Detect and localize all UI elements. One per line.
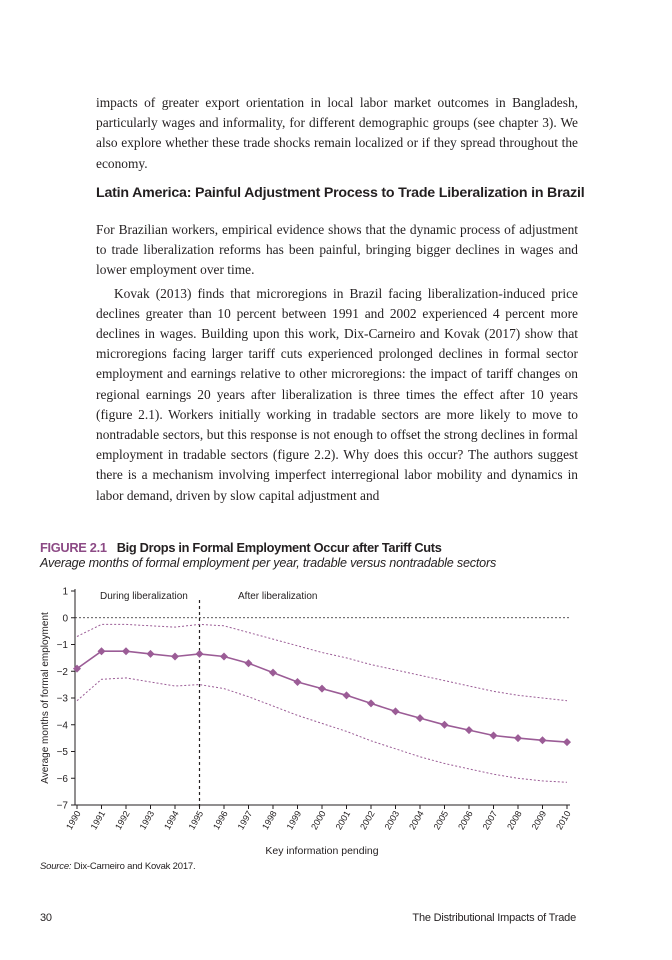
x-tick-label: 1997: [235, 809, 255, 832]
y-tick-label: −3: [56, 693, 68, 705]
data-point-marker: [122, 647, 130, 655]
data-point-marker: [367, 699, 375, 707]
y-tick-label: 1: [62, 586, 68, 598]
y-tick-label: −2: [56, 666, 68, 678]
y-tick-label: 0: [62, 613, 68, 625]
data-point-marker: [269, 669, 277, 677]
data-point-marker: [539, 736, 547, 744]
x-tick-label: 2008: [505, 809, 524, 832]
page-number: 30: [40, 912, 52, 924]
x-tick-label: 2007: [480, 809, 500, 832]
y-tick-label: −4: [56, 720, 68, 732]
figure-source: [40, 861, 195, 872]
data-point-marker: [490, 731, 498, 739]
source-text: Dix-Carneiro and Kovak 2017.: [71, 861, 196, 872]
y-tick-label: −7: [56, 800, 68, 812]
running-footer-title: The Distributional Impacts of Trade: [412, 912, 576, 924]
data-point-marker: [514, 734, 522, 742]
series-line-lower-bound: [77, 678, 567, 782]
data-point-marker: [220, 653, 228, 661]
x-tick-label: 2006: [456, 809, 475, 832]
intro-paragraph: impacts of greater export orientation in local labor market outcomes in Bangladesh, particularly wages and informality, for different demographic groups (see chapter 3). We also explore whether these trade shocks remain localized or if they spread throughout the economy.: [96, 95, 578, 171]
data-point-marker: [416, 714, 424, 722]
x-tick-label: 1991: [88, 809, 108, 832]
x-tick-label: 2010: [554, 809, 573, 832]
data-point-marker: [294, 678, 302, 686]
x-tick-label: 1994: [162, 809, 181, 832]
x-tick-label: 2000: [309, 809, 328, 832]
x-tick-label: 2004: [407, 809, 426, 832]
section-heading: Latin America: Painful Adjustment Process to Trade Liberalization in Brazil: [96, 185, 585, 201]
data-point-marker: [441, 721, 449, 729]
data-point-marker: [147, 650, 155, 658]
x-tick-label: 1993: [137, 809, 157, 832]
x-tick-label: 2003: [382, 809, 402, 832]
x-axis-title: Key information pending: [265, 845, 379, 857]
x-tick-label: 1995: [186, 809, 206, 832]
figure-title: [40, 540, 640, 555]
y-tick-label: −6: [56, 773, 68, 785]
employment-line-chart: [0, 580, 672, 860]
section-body: [96, 220, 578, 506]
x-tick-label: 2005: [431, 809, 451, 832]
series-line-estimate: [77, 651, 567, 742]
x-tick-label: 1998: [260, 809, 279, 832]
x-tick-label: 1992: [113, 809, 132, 832]
data-point-marker: [245, 659, 253, 667]
x-tick-label: 1999: [284, 809, 304, 832]
data-point-marker: [318, 685, 326, 693]
data-point-marker: [465, 726, 473, 734]
x-tick-label: 1990: [64, 809, 83, 832]
data-point-marker: [171, 653, 179, 661]
y-tick-label: −5: [56, 747, 68, 758]
source-label: Source:: [40, 861, 72, 872]
data-point-marker: [343, 691, 351, 699]
data-point-marker: [563, 738, 571, 746]
x-tick-label: 2009: [529, 809, 549, 832]
x-tick-label: 2001: [333, 809, 353, 832]
figure-title-text: Big Drops in Formal Employment Occur after Tariff Cuts: [116, 540, 442, 555]
y-axis-title: Average months of formal employment: [40, 612, 51, 784]
x-tick-label: 2002: [358, 809, 377, 832]
y-tick-label: −1: [56, 640, 68, 651]
annotation-during: During liberalization: [100, 591, 188, 602]
x-tick-label: 1996: [211, 809, 230, 832]
paragraph-kovak: Kovak (2013) finds that microregions in Brazil facing liberalization-induced price declines greater than 10 percent between 1991 and 2002 experienced 4 percent more declines in wages. Building upon this work, Dix-Carneiro and Kovak (2017) show that microregions facing larger tariff cuts experienced prolonged declines in formal sector employment and earnings relative to other microregions: the impact of tariff changes on regional earnings 20 years after liberalization is three times the effect after 10 years (figure 2.1). Workers initially working in tradable sectors are more likely to move to nontradable sectors, but this response is not enough to offset the strong declines in formal employment in tradable sectors (figure 2.2). Why does this occur? The authors suggest there is a mechanism involving imperfect interregional labor mobility and dynamics in labor demand, driven by slow capital adjustment and: [96, 285, 578, 503]
data-point-marker: [392, 707, 400, 715]
data-point-marker: [196, 650, 204, 658]
intro-paragraph-block: [96, 93, 578, 174]
figure-subtitle: Average months of formal employment per year, tradable versus nontradable sectors: [40, 556, 497, 570]
paragraph-brazil-evidence: For Brazilian workers, empirical evidence shows that the dynamic process of adjustment to trade liberalization reforms has been painful, bringing bigger declines in wages and lower employment over time.: [96, 222, 578, 278]
annotation-after: After liberalization: [238, 591, 318, 602]
figure-number: FIGURE 2.1: [40, 540, 107, 555]
